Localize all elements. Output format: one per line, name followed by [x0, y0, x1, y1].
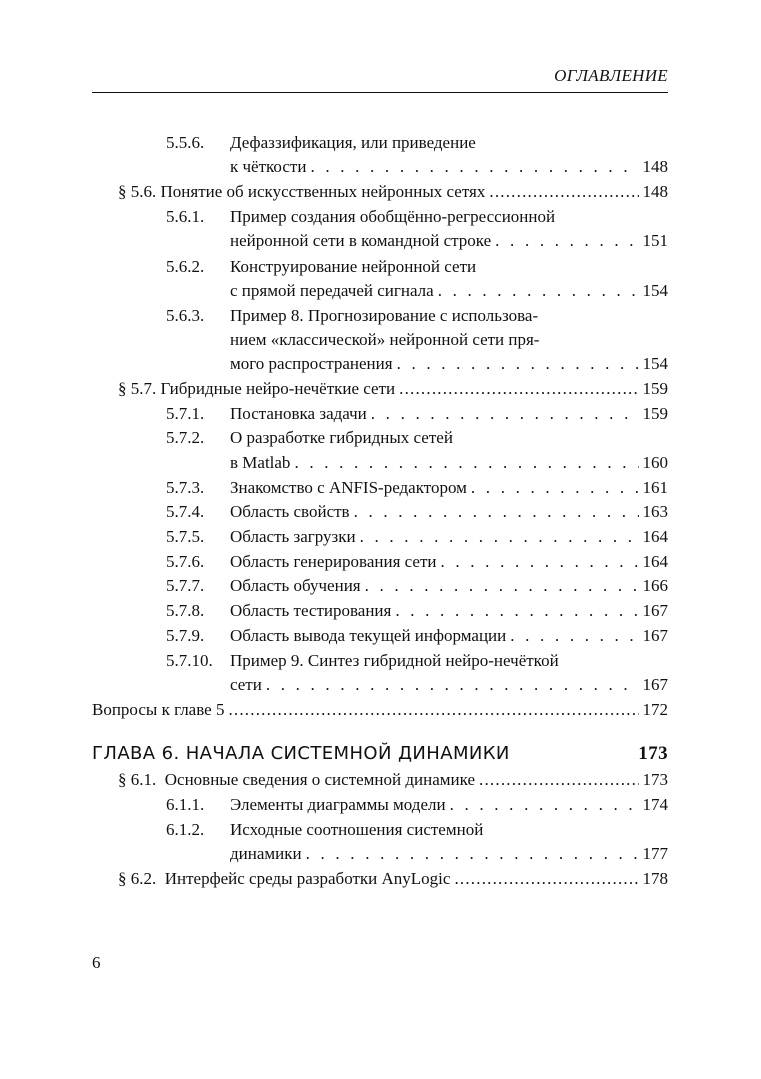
toc-title: сети	[230, 675, 262, 694]
toc-title: Область загрузки	[230, 527, 356, 546]
toc-section-entry[interactable]	[118, 180, 668, 204]
toc-title: § 6.2. Интерфейс среды разработки AnyLogic	[118, 869, 451, 888]
toc-title: динамики	[230, 844, 302, 863]
toc-entry-line[interactable]	[230, 155, 668, 179]
toc-number: 6.1.1.	[166, 795, 205, 814]
toc-entry-line[interactable]	[230, 476, 668, 500]
toc-number: 5.6.2.	[166, 257, 205, 276]
toc-title-line: нием «классической» нейронной сети пря-	[230, 330, 540, 349]
toc-leader	[440, 550, 638, 574]
toc-number: 5.7.2.	[166, 428, 205, 447]
toc-leader	[310, 155, 638, 179]
toc-page: 173	[642, 770, 668, 789]
toc-entry-line[interactable]	[230, 842, 668, 866]
toc-page: 163	[642, 502, 668, 521]
header-title: ОГЛАВЛЕНИЕ	[554, 66, 668, 85]
toc-title: Знакомство с ANFIS-редактором	[230, 478, 467, 497]
toc-entry-line[interactable]	[230, 229, 668, 253]
toc-page: 178	[642, 869, 668, 888]
toc-title: Постановка задачи	[230, 404, 367, 423]
toc-number: 5.6.3.	[166, 306, 205, 325]
toc-page: 154	[642, 281, 668, 300]
toc-page: 151	[642, 231, 668, 250]
toc-leader	[489, 180, 638, 204]
toc-section-entry[interactable]	[118, 768, 668, 792]
toc-leader	[354, 500, 639, 524]
toc-title: к чёткости	[230, 157, 307, 176]
chapter-page: 173	[638, 743, 668, 764]
toc-entry-line[interactable]	[230, 793, 668, 817]
page-number: 6	[92, 953, 101, 972]
toc-number: 5.7.9.	[166, 626, 205, 645]
toc-title-line: Дефаззификация, или приведение	[230, 133, 476, 152]
toc-title: нейронной сети в командной строке	[230, 231, 492, 250]
toc-page: 174	[642, 795, 668, 814]
toc-page: 167	[642, 626, 668, 645]
toc-page: 154	[642, 354, 668, 373]
toc-page: 167	[642, 601, 668, 620]
toc-title: § 6.1. Основные сведения о системной динамике	[118, 770, 476, 789]
toc-entry-line[interactable]	[230, 402, 668, 426]
toc-page: 159	[642, 404, 668, 423]
toc-section-entry[interactable]	[118, 377, 668, 401]
chapter-heading[interactable]	[92, 741, 668, 767]
toc-page: 164	[642, 552, 668, 571]
toc-title-line: О разработке гибридных сетей	[230, 428, 453, 447]
toc-leader	[438, 279, 639, 303]
toc-leader	[365, 574, 639, 598]
toc-leader	[266, 673, 639, 697]
toc-leader	[397, 352, 639, 376]
toc-title: Вопросы к главе 5	[92, 700, 225, 719]
toc-leader	[360, 525, 639, 549]
toc-section-entry[interactable]	[118, 867, 668, 891]
toc-page: 148	[642, 182, 668, 201]
toc-number: 5.7.7.	[166, 576, 205, 595]
toc-title: с прямой передачей сигнала	[230, 281, 434, 300]
chapter-title: ГЛАВА 6. НАЧАЛА СИСТЕМНОЙ ДИНАМИКИ	[92, 743, 510, 764]
toc-number: 5.7.4.	[166, 502, 205, 521]
toc-page: 172	[642, 700, 668, 719]
toc-number: 5.7.8.	[166, 601, 205, 620]
toc-leader	[510, 624, 638, 648]
toc-title: мого распространения	[230, 354, 393, 373]
toc-title-line: Исходные соотношения системной	[230, 820, 484, 839]
toc-title-line: Пример 8. Прогнозирование с использова-	[230, 306, 539, 325]
toc-number: 5.7.5.	[166, 527, 205, 546]
toc-page: 164	[642, 527, 668, 546]
toc-title: Область генерирования сети	[230, 552, 437, 571]
toc-page: 160	[642, 453, 668, 472]
toc-number: 5.7.10.	[166, 651, 213, 670]
toc-entry-line[interactable]	[230, 599, 668, 623]
toc-leader	[306, 842, 639, 866]
toc-leader	[454, 867, 638, 891]
toc-title: в Matlab	[230, 453, 291, 472]
toc-title: Область обучения	[230, 576, 361, 595]
toc-title: Элементы диаграммы модели	[230, 795, 446, 814]
toc-entry-line[interactable]	[230, 451, 668, 475]
toc-title-line: Пример 9. Синтез гибридной нейро-нечёткой	[230, 651, 559, 670]
toc-leader	[495, 229, 638, 253]
toc-number: 5.7.3.	[166, 478, 205, 497]
toc-title: § 5.7. Гибридные нейро-нечёткие сети	[118, 379, 396, 398]
toc-leader	[471, 476, 639, 500]
toc-page: 159	[642, 379, 668, 398]
toc-entry-line[interactable]	[230, 673, 668, 697]
toc-title: § 5.6. Понятие об искусственных нейронных сетях	[118, 182, 486, 201]
toc-title: Область вывода текущей информации	[230, 626, 507, 645]
toc-number: 5.7.1.	[166, 404, 205, 423]
toc-number: 5.5.6.	[166, 133, 205, 152]
toc-number: 6.1.2.	[166, 820, 205, 839]
toc-leader	[399, 377, 638, 401]
toc-title-line: Конструирование нейронной сети	[230, 257, 477, 276]
toc-leader	[371, 402, 639, 426]
toc-entry-line[interactable]	[230, 279, 668, 303]
toc-page: 161	[642, 478, 668, 497]
toc-leader	[294, 451, 638, 475]
toc-page: 167	[642, 675, 668, 694]
toc-leader	[395, 599, 638, 623]
toc-title-line: Пример создания обобщённо-регрессионной	[230, 207, 556, 226]
toc-number: 5.7.6.	[166, 552, 205, 571]
toc-leader	[479, 768, 638, 792]
toc-title: Область свойств	[230, 502, 350, 521]
toc-entry-line[interactable]	[230, 574, 668, 598]
toc-page: 166	[642, 576, 668, 595]
toc-number: 5.6.1.	[166, 207, 205, 226]
toc-entry-line[interactable]	[230, 352, 668, 376]
toc-entry-line[interactable]	[230, 525, 668, 549]
toc-entry-line[interactable]	[230, 500, 668, 524]
toc-leader	[450, 793, 639, 817]
toc-entry-line[interactable]	[230, 550, 668, 574]
toc-questions-entry[interactable]	[92, 698, 668, 722]
toc-title: Область тестирования	[230, 601, 392, 620]
toc-page: 148	[642, 157, 668, 176]
toc-page: 177	[642, 844, 668, 863]
toc-leader	[228, 698, 638, 722]
toc-entry-line[interactable]	[230, 624, 668, 648]
